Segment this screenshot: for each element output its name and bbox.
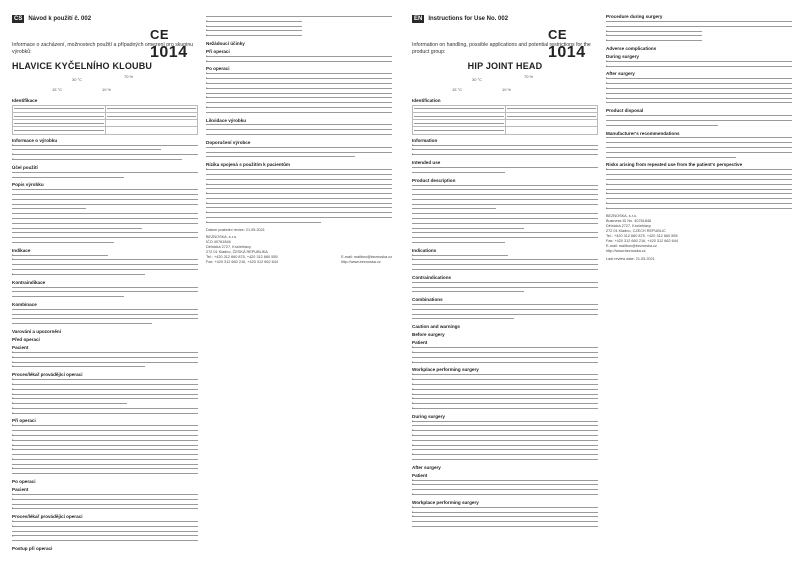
address-line: BEZNOSKA, s.r.o. — [606, 214, 638, 219]
section-heading: Workplace performing surgery — [412, 499, 479, 505]
website-link[interactable]: http://www.beznoska.cz — [606, 249, 646, 254]
section-heading: Pacient — [12, 487, 29, 493]
section-heading: Před operací — [12, 337, 40, 343]
manufacturer-date: Datum poslední revize: 21.05.2021 — [206, 227, 265, 232]
section-heading: Identification — [412, 98, 441, 103]
section-heading: Before surgery — [412, 332, 445, 338]
ce-number: 1014 — [150, 44, 188, 61]
humidity-min: 10 % — [502, 87, 512, 92]
humidity-min: 10 % — [102, 87, 112, 92]
website-link[interactable]: http://www.beznoska.cz — [341, 259, 381, 264]
ce-mark — [150, 26, 198, 62]
section-heading: After surgery — [606, 71, 635, 77]
intro-text: Information on handling, possible applications and potential restrictions for the product group: — [412, 42, 591, 55]
section-heading: Účel použití — [12, 164, 38, 170]
temp-min: 15 °C — [452, 87, 463, 92]
intro-text: Informace o zacházení, možnostech použití a případných omezení pro skupinu výrobků: — [12, 42, 194, 55]
product-title: HIP JOINT HEAD — [467, 61, 543, 71]
manufacturer-address — [606, 214, 792, 254]
address-line: 272 01 Kladno, CZECH REPUBLIC — [606, 229, 666, 234]
identification-table — [412, 105, 598, 135]
section-heading: Product disposal — [606, 108, 644, 114]
section-heading: Combinations — [412, 297, 443, 303]
address-line: 272 01 Kladno, ČESKÁ REPUBLIKA — [206, 249, 268, 254]
address-line: IČO 40761846 — [206, 239, 231, 244]
section-heading: Indications — [412, 247, 437, 253]
section-heading: Workplace performing surgery — [412, 367, 479, 373]
body-text — [12, 188, 198, 245]
body-text — [12, 143, 198, 162]
section-heading: Popis výrobku — [12, 182, 44, 188]
right-column-2 — [606, 14, 792, 559]
section-heading: Patient — [412, 472, 428, 478]
section-heading: Po operaci — [206, 66, 230, 72]
address-line: Dělnická 2727, Kročehlavy — [606, 224, 651, 229]
section-heading: Při operaci — [12, 418, 36, 424]
section-heading: Proces/lékař provádějící operaci — [12, 372, 83, 378]
section-heading: Rizika spojená s použitím k pacientům — [206, 162, 290, 168]
identification-table — [12, 105, 198, 135]
section-heading: Po operaci — [12, 479, 36, 485]
email-link[interactable]: E-mail: mailbox@beznoska.cz — [341, 254, 392, 259]
address-line: BEZNOSKA, s.r.o. — [206, 234, 238, 239]
section-heading: Informace o výrobku — [12, 137, 58, 143]
ce-number: 1014 — [548, 44, 586, 61]
right-column-1 — [412, 14, 598, 559]
section-heading: Intended use — [412, 159, 441, 165]
temp-min: 15 °C — [52, 87, 63, 92]
temp-max: 30 °C — [72, 77, 83, 82]
revision-date: Last review date: 21.05.2021 — [606, 257, 655, 262]
section-heading: Doporučení výrobce — [206, 139, 251, 145]
ce-mark-symbol: CE — [548, 27, 568, 42]
language-badge: CS — [14, 16, 23, 22]
section-heading: Manufacturer's recommendations — [606, 130, 680, 136]
section-heading: Adverse complications — [606, 45, 657, 51]
section-heading: Kontraindikace — [12, 279, 46, 285]
manufacturer-online — [341, 255, 392, 265]
section-heading: During surgery — [606, 53, 639, 59]
right-page — [400, 0, 800, 565]
section-heading: Kombinace — [12, 301, 37, 307]
document-title: Návod k použití č. 002 — [28, 16, 92, 22]
address-line: Fax: +420 312 660 216, +420 312 662 644 — [606, 239, 678, 244]
section-heading: Nežádoucí účinky — [206, 40, 245, 46]
section-heading: Při operaci — [206, 48, 230, 54]
address-line: Tel.: +420 312 660 875, +420 312 660 555 — [606, 234, 678, 239]
section-heading: Patient — [412, 340, 428, 346]
section-heading: During surgery — [412, 413, 445, 419]
temp-max: 30 °C — [472, 77, 483, 82]
address-line: Tel.: +420 312 660 875, +420 312 660 555 — [206, 254, 278, 259]
address-line: Fax: +420 312 660 216, +420 312 662 644 — [206, 259, 278, 264]
left-header — [12, 14, 198, 24]
section-heading: Identifikace — [12, 98, 38, 103]
ce-mark — [548, 26, 598, 62]
left-column-1 — [12, 14, 198, 559]
product-title: HLAVICE KYČELNÍHO KLOUBU — [12, 61, 153, 71]
section-heading: Caution and warnings — [412, 324, 460, 330]
manufacturer-address — [206, 235, 278, 265]
right-header — [412, 14, 598, 24]
section-heading: Proces/lékař provádějící operaci — [12, 514, 83, 520]
language-badge: EN — [414, 16, 423, 22]
section-heading: Information — [412, 137, 438, 143]
section-heading: Likvidace výrobku — [206, 117, 247, 123]
section-heading: Varování a upozornění — [12, 329, 62, 335]
section-heading: Procedure during surgery — [606, 14, 663, 19]
section-heading: After surgery — [412, 464, 441, 470]
section-heading: Postup při operaci — [12, 546, 53, 552]
document-title: Instructions for Use No. 002 — [428, 16, 509, 22]
section-heading: Pacient — [12, 345, 29, 351]
section-heading: Indikace — [12, 247, 31, 253]
address-line: Business ID No. 40761846 — [606, 219, 652, 224]
section-heading: Risks arising from repeated use from the patient's perspective — [606, 162, 743, 168]
ce-mark-symbol: CE — [150, 27, 170, 42]
email-link[interactable]: E-mail: mailbox@beznoska.cz — [606, 244, 657, 249]
humidity-max: 70 % — [124, 74, 134, 79]
storage-conditions — [12, 74, 198, 95]
manufacturer-contact — [206, 235, 392, 265]
humidity-max: 70 % — [524, 74, 534, 79]
section-heading: Contraindications — [412, 274, 452, 280]
section-heading: Product description — [412, 177, 456, 183]
left-column-2 — [206, 14, 392, 559]
storage-conditions — [412, 74, 598, 95]
address-line: Dělnická 2727, Kročehlavy — [206, 244, 251, 249]
